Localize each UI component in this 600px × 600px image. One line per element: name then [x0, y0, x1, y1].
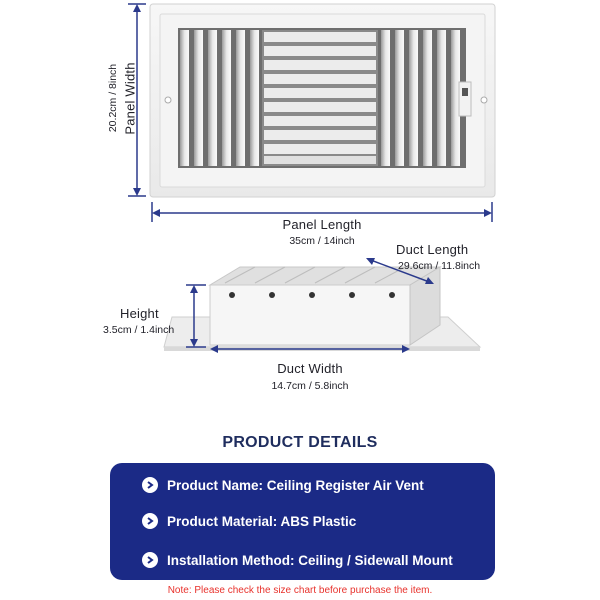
duct-length-label: Duct Length [396, 242, 469, 257]
detail-row-material [142, 513, 356, 529]
chevron-right-icon [142, 513, 158, 529]
detail-row-name [142, 477, 424, 493]
duct-length-value: 29.6cm / 11.8inch [398, 260, 481, 272]
chevron-right-icon [142, 552, 158, 568]
vent-side-view [0, 255, 600, 365]
chevron-right-icon [142, 477, 158, 493]
duct-width-value: 14.7cm / 5.8inch [271, 380, 349, 392]
detail-row-text: Product Material: ABS Plastic [167, 513, 357, 529]
height-value: 3.5cm / 1.4inch [103, 324, 175, 336]
panel-length-label: Panel Length [282, 217, 362, 232]
height-label: Height [120, 306, 159, 321]
panel-width-label: Panel Width [122, 62, 138, 135]
detail-row-text: Installation Method: Ceiling / Sidewall Mount [167, 552, 453, 568]
product-details-panel [110, 463, 495, 580]
product-details-title: PRODUCT DETAILS [222, 434, 378, 451]
detail-row-installation [142, 552, 453, 568]
panel-length-value: 35cm / 14inch [289, 235, 355, 247]
center-louvers [262, 30, 378, 166]
detail-row-text: Product Name: Ceiling Register Air Vent [167, 477, 424, 493]
size-note: Note: Please check the size chart before purchase the item. [167, 585, 433, 596]
panel-width-value: 20.2cm / 8inch [107, 63, 119, 133]
duct-width-label: Duct Width [277, 361, 343, 376]
